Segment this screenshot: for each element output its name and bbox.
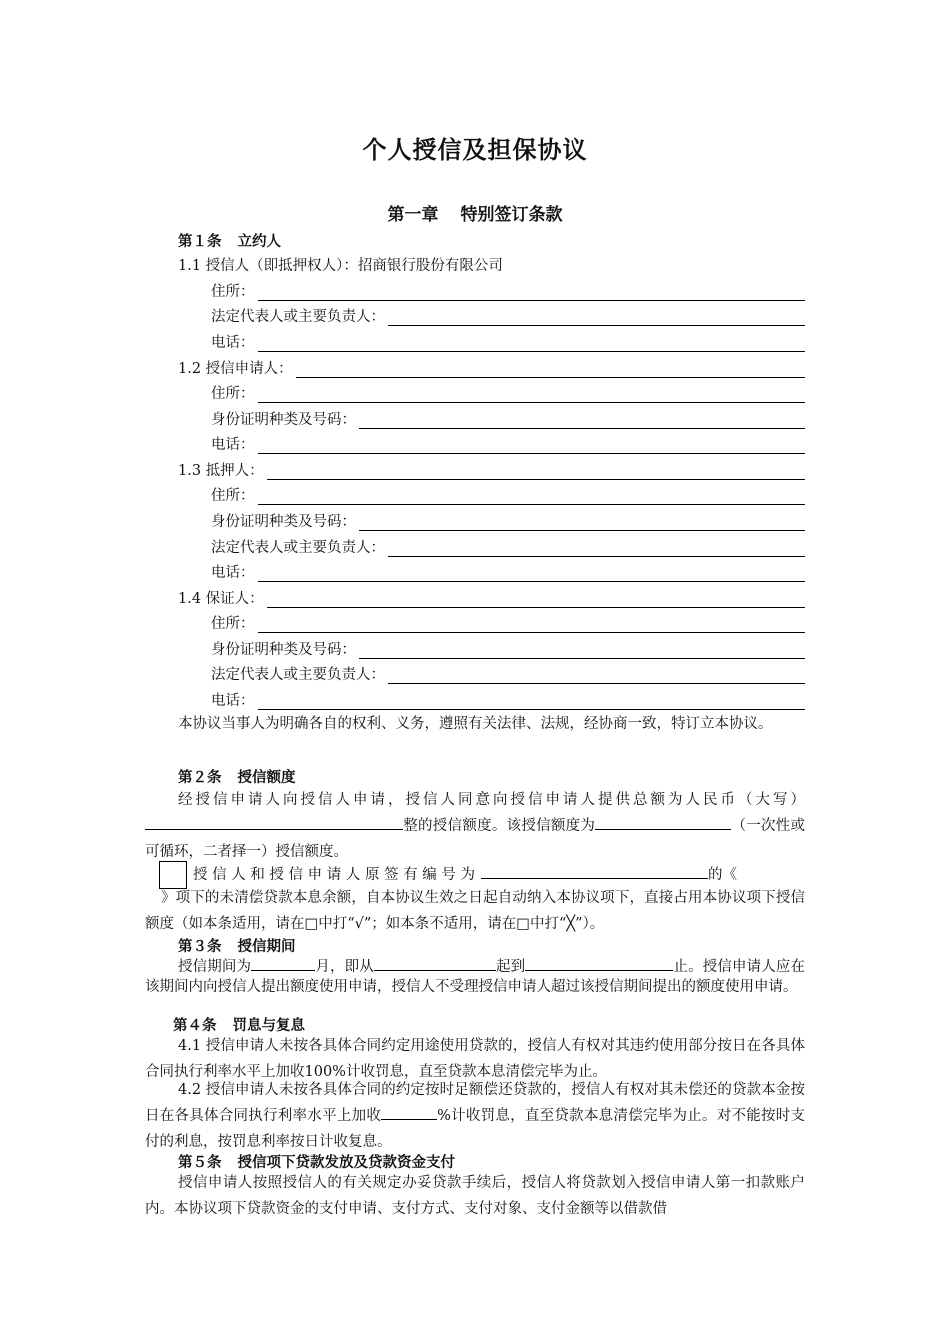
article-4-clause-1: 4.1 授信申请人未按各具体合同约定用途使用贷款的，授信人有权对其违约使用部分按日在各具体合同执行利率水平上加收100%计收罚息，直至贷款本息清偿完毕为止。 xyxy=(145,1038,805,1080)
guarantor-id-field[interactable]: 身份证明种类及号码： xyxy=(211,637,805,659)
article-1-heading: 第１条 立约人 xyxy=(178,234,281,250)
original-contract-number-blank[interactable] xyxy=(481,864,708,879)
chapter-label: 第一章 xyxy=(387,205,439,225)
article-4-heading: 第４条 罚息与复息 xyxy=(173,1018,305,1034)
mortgagor-id-field[interactable]: 身份证明种类及号码： xyxy=(211,509,805,531)
grantor-address-field[interactable]: 住所： xyxy=(211,279,805,301)
applicant-name-field[interactable]: 1.2 授信申请人： xyxy=(178,356,805,378)
penalty-rate-blank[interactable] xyxy=(381,1105,437,1120)
mortgagor-name-field[interactable]: 1.3 抵押人： xyxy=(178,458,805,480)
article-1-closing: 本协议当事人为明确各自的权利、义务，遵照有关法律、法规，经协商一致，特订立本协议。 xyxy=(178,716,773,732)
clause-1-1: 1.1 授信人（即抵押权人）： 招商银行股份有限公司 xyxy=(178,253,805,275)
start-date-blank[interactable] xyxy=(374,956,496,971)
guarantor-phone-field[interactable]: 电话： xyxy=(211,688,805,710)
guarantor-representative-field[interactable]: 法定代表人或主要负责人： xyxy=(211,662,805,684)
article-3-paragraph: 授信期间为 月，即从 起到 止。授信申请人应在该期间内向授信人提出额度使用申请，授信人不受理授信申请人超过该授信期间提出的额度使用申请。 xyxy=(145,956,805,997)
article-5-paragraph: 授信申请人按照授信人的有关规定办妥贷款手续后，授信人将贷款划入授信申请人第一扣款账户内。本协议项下贷款资金的支付申请、支付方式、支付对象、支付金额等以借款借 xyxy=(145,1175,805,1217)
article-3-heading: 第３条 授信期间 xyxy=(178,939,296,955)
mortgagor-phone-field[interactable]: 电话： xyxy=(211,560,805,582)
grantor-representative-field[interactable]: 法定代表人或主要负责人： xyxy=(211,304,805,326)
guarantor-name-field[interactable]: 1.4 保证人： xyxy=(178,586,805,608)
credit-type-blank[interactable] xyxy=(595,815,731,830)
article-2-paragraph-2-line-1: 授 信 人 和 授 信 申 请 人 原 签 有 编 号 为 的《 xyxy=(193,863,805,884)
grantor-phone-field[interactable]: 电话： xyxy=(211,330,805,352)
article-2-paragraph-2: 》项下的未清偿贷款本息余额，自本协议生效之日起自动纳入本协议项下，直接占用本协议项下授信额度（如本条适用，请在□中打“√”；如本条不适用，请在□中打“╳”）。 xyxy=(145,890,805,932)
end-date-blank[interactable] xyxy=(525,956,673,971)
article-2-paragraph-1: 经授信申请人向授信人申请，授信人同意向授信申请人提供总额为人民币（大写）整的授信额度。该授信额度为 （一次性或可循环，二者择一）授信额度。 xyxy=(145,792,806,860)
chapter-heading xyxy=(0,200,950,225)
article-5-heading: 第５条 授信项下贷款发放及贷款资金支付 xyxy=(178,1155,455,1171)
chapter-name: 特别签订条款 xyxy=(460,205,563,225)
mortgagor-address-field[interactable]: 住所： xyxy=(211,483,805,505)
document-title: 个人授信及担保协议 xyxy=(362,135,588,164)
credit-period-months-blank[interactable] xyxy=(251,956,315,971)
article-4-clause-2: 4.2 授信申请人未按各具体合同的约定按时足额偿还贷款的，授信人有权对其未偿还的贷款本金按日在各具体合同执行利率水平上加收 %计收罚息，直至贷款本息清偿完毕为止。对不能按时支付的利息，按罚息利率按日计收复息。 xyxy=(145,1082,806,1150)
guarantor-address-field[interactable]: 住所： xyxy=(211,611,805,633)
applicant-address-field[interactable]: 住所： xyxy=(211,381,805,403)
applicant-id-field[interactable]: 身份证明种类及号码： xyxy=(211,407,805,429)
applicant-phone-field[interactable]: 电话： xyxy=(211,432,805,454)
mortgagor-representative-field[interactable]: 法定代表人或主要负责人： xyxy=(211,535,805,557)
credit-amount-blank[interactable] xyxy=(145,815,403,830)
grantor-name: 招商银行股份有限公司 xyxy=(357,258,503,274)
article-2-heading: 第２条 授信额度 xyxy=(178,770,296,786)
